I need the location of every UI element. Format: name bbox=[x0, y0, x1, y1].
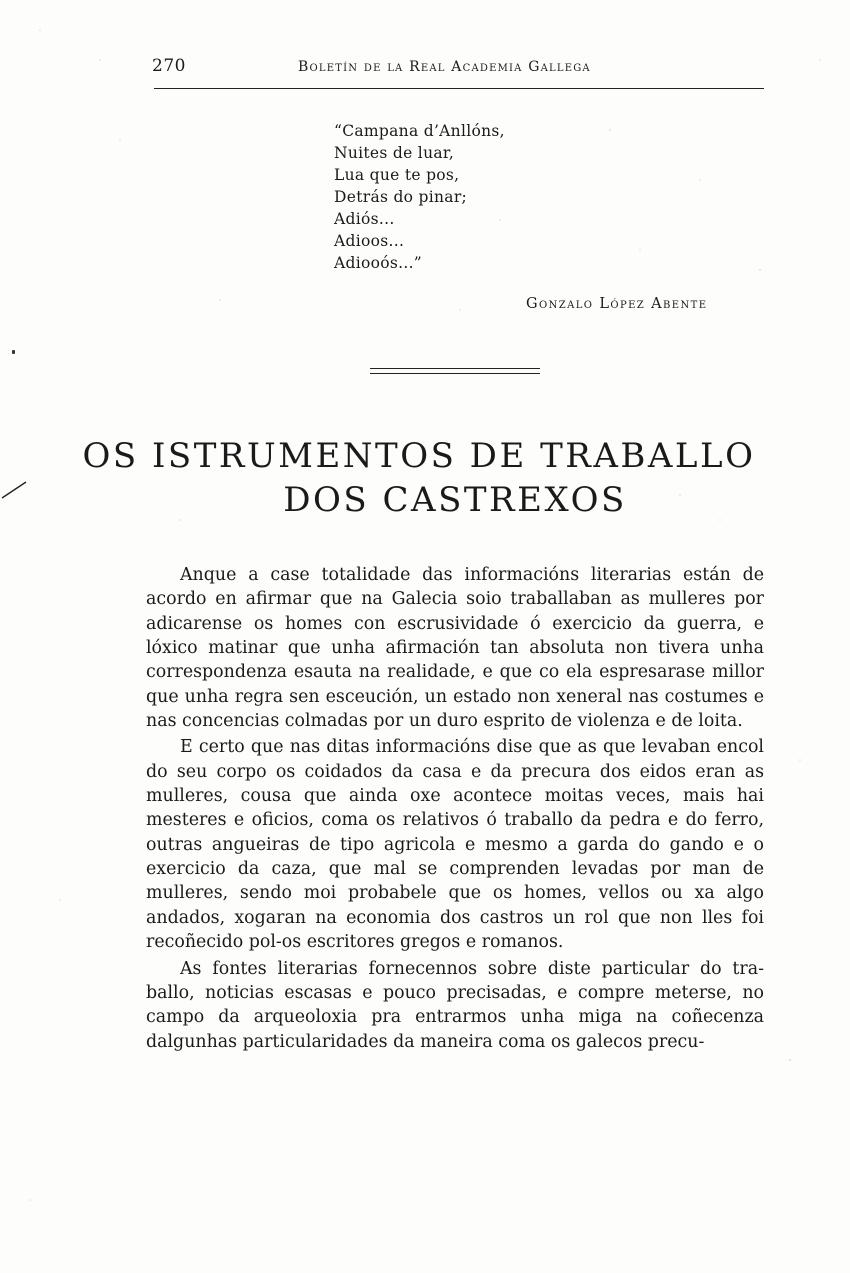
separator-rule-top bbox=[370, 368, 540, 369]
poem-line: Adioos... bbox=[334, 232, 405, 250]
poem-excerpt bbox=[334, 120, 505, 274]
poem-line: Adiós... bbox=[334, 210, 395, 228]
running-head bbox=[152, 56, 764, 80]
article-title-line-1: OS ISTRUMENTOS DE TRABALLO bbox=[82, 436, 756, 476]
header-rule bbox=[154, 88, 764, 89]
paragraph-2: E certo que nas ditas informaciόns dise que as que levaban encol do seu corpo os coidados da casa e da precura dos eidos eran as mulleres, cousa que ainda oxe acontece moitas veces, mais hai mesteres e oficios, coma os relativos ό traballo da pedra e do ferro, outras angueiras de tipo agricola e mesmo a garda do gando e o exercicio da caza, que mal se comprenden levadas por man de mulleres, sendo moi probabele que os homes, vellos ou xa algo andados, xogaran na economia dos castros un rol que non lles foi recoñecido pol-os escritores gregos e romanos. bbox=[146, 737, 764, 953]
poem-line: Nuites de luar, bbox=[334, 144, 455, 162]
poem-line: “Campana d’Anllóns, bbox=[334, 122, 505, 140]
poem-line: Adiooós...” bbox=[334, 254, 423, 272]
stray-ink-dot bbox=[12, 350, 15, 354]
poem-author: Gonzalo López Abente bbox=[526, 296, 708, 312]
article-title-line-2: DOS CASTREXOS bbox=[283, 480, 627, 520]
poem-line: Lua que te pos, bbox=[334, 166, 460, 184]
journal-title: Boletín de la Real Academia Gallega bbox=[298, 59, 591, 75]
paragraph-1: Anque a case totalidade das informaciόns literarias están de acordo en afirmar que na Galecia soio traballaban as mulleres por adicarense os homes con escrusividade ό exercicio da guerra, e lόxico matinar que unha afirmaciόn tan absoluta non tivera unha correspondenza esauta na realidade, e que co ela espresarase millor que unha regra sen esceuciόn, un estado non xeneral nas costumes e nas concencias colmadas por un duro esprito de violenza e de loita. bbox=[146, 565, 764, 732]
paragraph-3: As fontes literarias fornecennos sobre diste particular do traballo, noticias escasas e pouco precisadas, e compre meterse, no campo da arqueoloxia pra entrarmos unha miga na coñecenza dalgunhas particularidades da maneira coma os galecos precu- bbox=[146, 958, 764, 1052]
section-separator bbox=[370, 366, 540, 378]
article-body bbox=[146, 563, 764, 1054]
page-number: 270 bbox=[152, 56, 186, 76]
separator-rule-bottom bbox=[370, 373, 540, 374]
poem-line: Detrás do pinar; bbox=[334, 188, 468, 206]
